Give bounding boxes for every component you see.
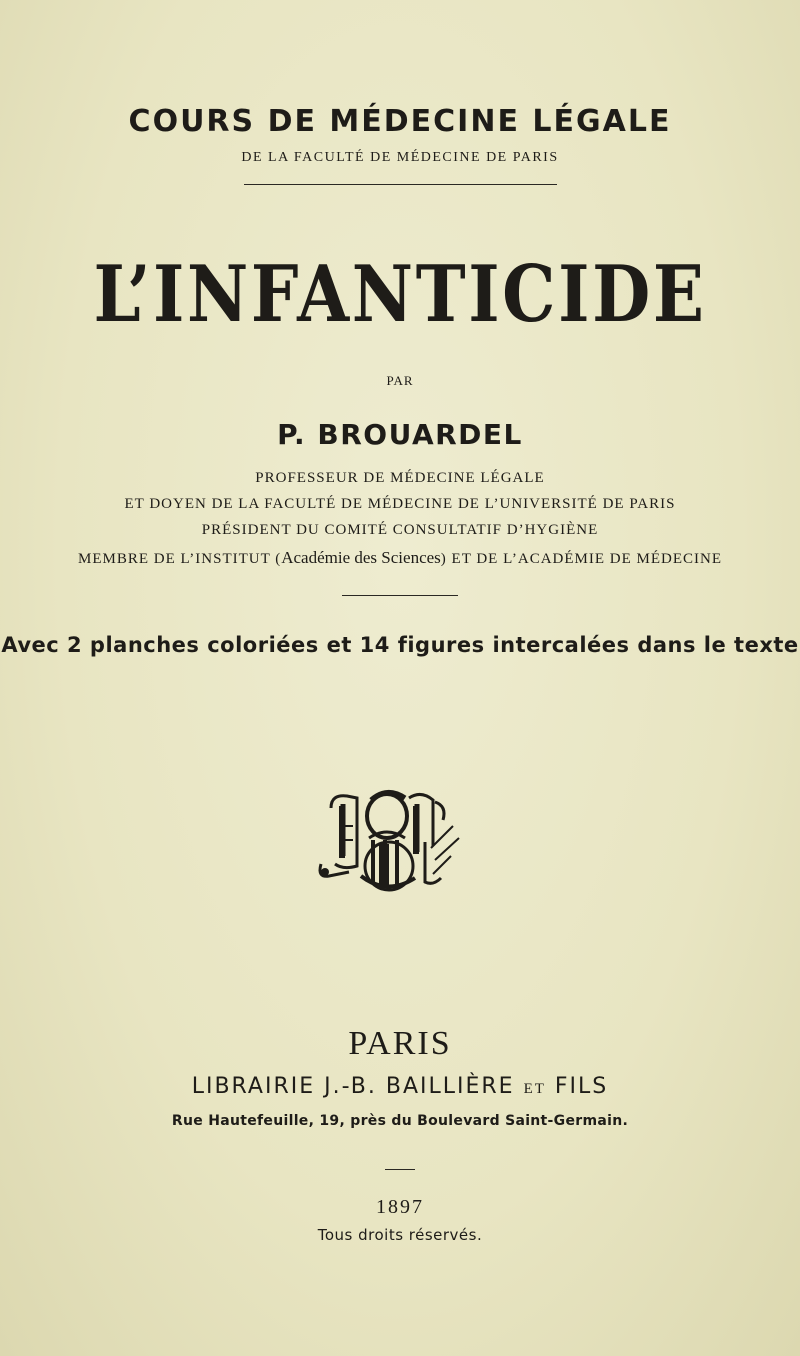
author-credential: ET DOYEN DE LA FACULTÉ DE MÉDECINE DE L’UNIVERSITÉ DE PARIS xyxy=(124,496,676,512)
publisher-name xyxy=(0,1074,800,1099)
publisher-address: Rue Hautefeuille, 19, près du Boulevard Saint-Germain. xyxy=(171,1113,629,1129)
imprint-city: PARIS xyxy=(348,1025,452,1062)
author-credential: PRÉSIDENT DU COMITÉ CONSULTATIF D’HYGIÈNE xyxy=(201,522,599,538)
author-name: P. BROUARDEL xyxy=(277,418,523,451)
series-title: COURS DE MÉDECINE LÉGALE xyxy=(128,104,672,139)
publisher-fils: FILS xyxy=(554,1074,609,1099)
divider-bottom xyxy=(385,1169,415,1170)
publisher-main: LIBRAIRIE J.-B. BAILLIÈRE xyxy=(191,1074,515,1099)
membership-before: MEMBRE DE L’INSTITUT ( xyxy=(77,551,282,567)
book-title: L’INFANTICIDE xyxy=(93,249,707,340)
publication-year: 1897 xyxy=(376,1196,424,1218)
divider-top xyxy=(244,184,557,185)
membership-academy: Académie des Sciences xyxy=(281,548,441,567)
author-credential: PROFESSEUR DE MÉDECINE LÉGALE xyxy=(255,470,545,486)
publisher-monogram-icon xyxy=(313,786,461,898)
publisher-et: ET xyxy=(523,1081,546,1097)
rights-notice: Tous droits réservés. xyxy=(317,1226,483,1244)
byline: PAR xyxy=(386,373,414,388)
faculty-line: DE LA FACULTÉ DE MÉDECINE DE PARIS xyxy=(241,150,559,165)
illustrations-note: Avec 2 planches coloriées et 14 figures intercalées dans le texte xyxy=(1,633,799,657)
author-membership xyxy=(0,548,800,568)
divider-middle xyxy=(342,595,458,596)
membership-after: ) ET DE L’ACADÉMIE DE MÉDECINE xyxy=(440,551,723,567)
